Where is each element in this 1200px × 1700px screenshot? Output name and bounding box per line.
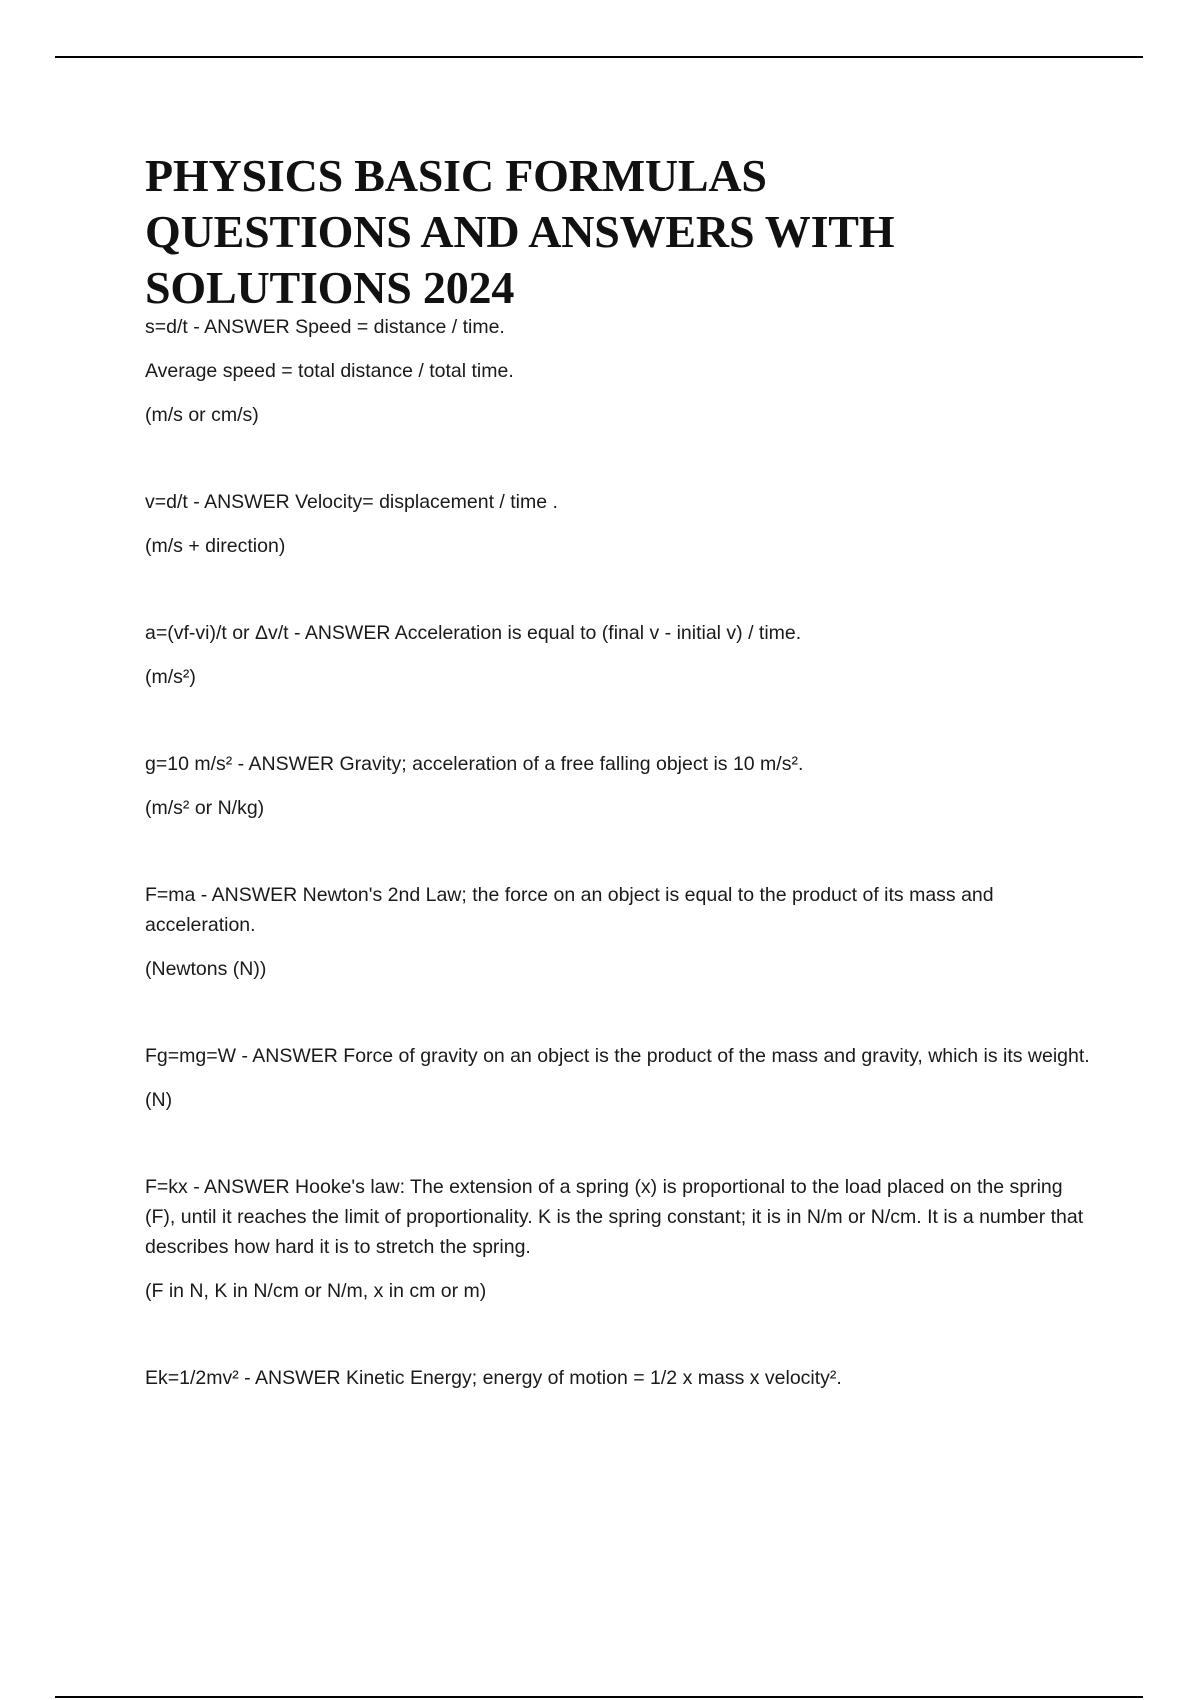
qa-units: (m/s² or N/kg)	[145, 797, 265, 819]
document-title	[145, 148, 1105, 316]
qa-answer: F=ma - ANSWER Newton's 2nd Law; the force on an object is equal to the product of its mass and acceleration.	[145, 884, 994, 936]
qa-note: Average speed = total distance / total time.	[145, 360, 514, 382]
title-line: QUESTIONS AND ANSWERS WITH	[145, 206, 895, 257]
qa-answer: a=(vf-vi)/t or Δv/t - ANSWER Acceleration is equal to (final v - initial v) / time.	[145, 622, 802, 644]
qa-answer: Ek=1/2mv² - ANSWER Kinetic Energy; energy of motion = 1/2 x mass x velocity².	[145, 1367, 842, 1389]
qa-entry-newtons-second-law	[145, 880, 1095, 984]
qa-units: (m/s²)	[145, 666, 196, 688]
qa-answer: F=kx - ANSWER Hooke's law: The extension of a spring (x) is proportional to the load placed on the spring (F), until it reaches the limit of proportionality. K is the spring constant; it is in N/m or N/cm. It is a number that describes how hard it is to stretch the spring.	[145, 1176, 1084, 1258]
footer-rule	[55, 1696, 1143, 1698]
qa-entry-speed	[145, 312, 1095, 430]
qa-units: (m/s or cm/s)	[145, 404, 259, 426]
qa-entry-gravity	[145, 749, 1095, 823]
qa-units: (Newtons (N))	[145, 958, 267, 980]
qa-units: (N)	[145, 1089, 173, 1111]
qa-entry-weight	[145, 1041, 1095, 1115]
qa-entry-velocity	[145, 487, 1095, 561]
qa-units: (F in N, K in N/cm or N/m, x in cm or m)	[145, 1280, 487, 1302]
qa-entry-kinetic-energy	[145, 1363, 1095, 1393]
title-line: PHYSICS BASIC FORMULAS	[145, 150, 767, 201]
qa-answer: g=10 m/s² - ANSWER Gravity; acceleration of a free falling object is 10 m/s².	[145, 753, 804, 775]
qa-answer: s=d/t - ANSWER Speed = distance / time.	[145, 316, 505, 338]
qa-list	[145, 312, 1095, 1450]
qa-entry-hookes-law	[145, 1172, 1095, 1306]
title-line: SOLUTIONS 2024	[145, 262, 515, 313]
qa-units: (m/s + direction)	[145, 535, 286, 557]
qa-answer: Fg=mg=W - ANSWER Force of gravity on an object is the product of the mass and gravity, which is its weight.	[145, 1045, 1090, 1067]
qa-answer: v=d/t - ANSWER Velocity= displacement / time .	[145, 491, 558, 513]
qa-entry-acceleration	[145, 618, 1095, 692]
header-rule	[55, 56, 1143, 58]
